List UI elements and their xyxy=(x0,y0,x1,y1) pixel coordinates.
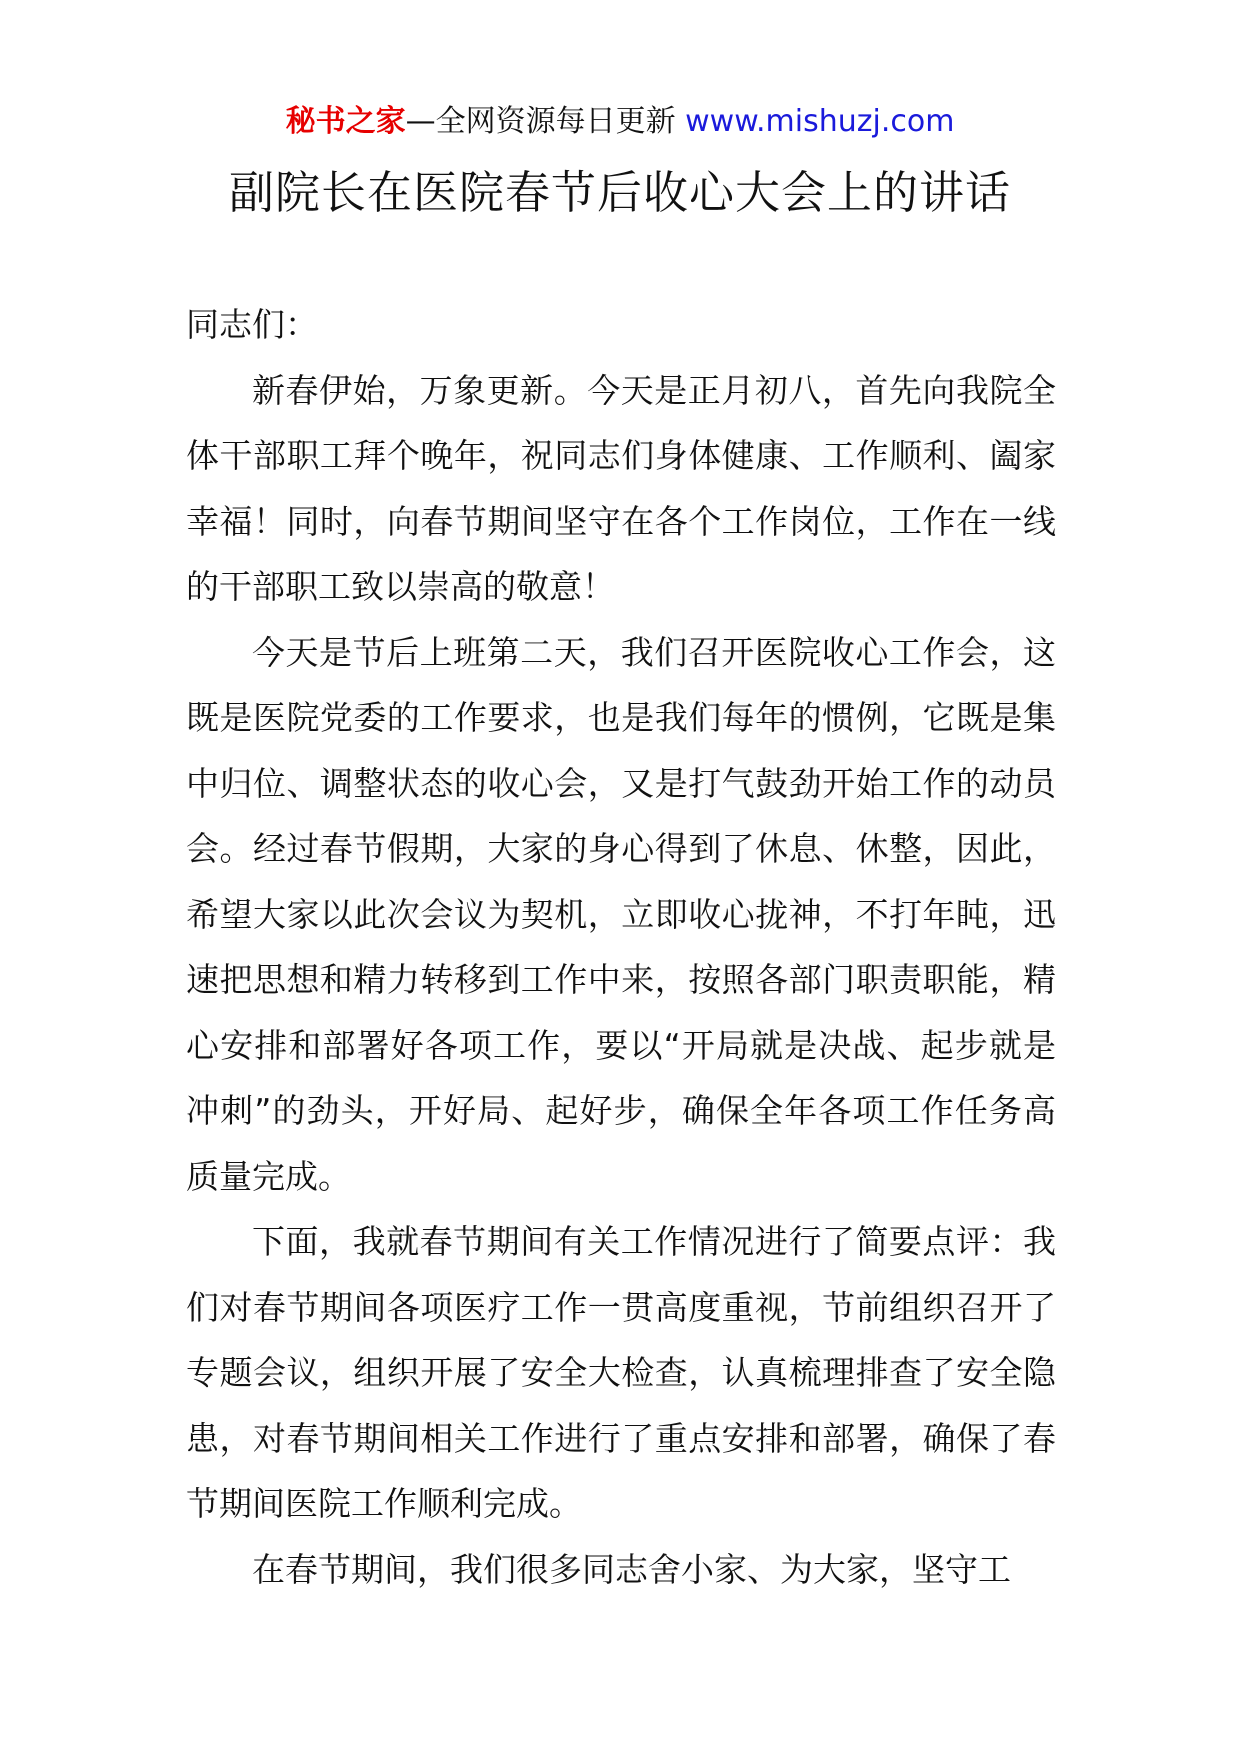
document-body xyxy=(186,292,1056,1602)
paragraph: 今天是节后上班第二天，我们召开医院收心工作会，这既是医院党委的工作要求，也是我们每年的惯例，它既是集中归位、调整状态的收心会，又是打气鼓劲开始工作的动员会。经过春节假期，大家的身心得到了休息、休整，因此，希望大家以此次会议为契机，立即收心拢神，不打年盹，迅速把思想和精力转移到工作中来，按照各部门职责职能，精心安排和部署好各项工作，要以“开局就是决战、起步就是冲刺”的劲头，开好局、起好步，确保全年各项工作任务高质量完成。 xyxy=(186,632,1056,1196)
paragraph: 下面，我就春节期间有关工作情况进行了简要点评：我们对春节期间各项医疗工作一贯高度重视，节前组织召开了专题会议，组织开展了安全大检查，认真梳理排查了安全隐患，对春节期间相关工作进行了重点安排和部署，确保了春节期间医院工作顺利完成。 xyxy=(186,1222,1056,1523)
paragraph: 在春节期间，我们很多同志舍小家、为大家，坚守工 xyxy=(252,1549,1011,1589)
paragraph: 新春伊始，万象更新。今天是正月初八，首先向我院全体干部职工拜个晚年，祝同志们身体健康、工作顺利、阖家幸福！同时，向春节期间坚守在各个工作岗位，工作在一线的干部职工致以崇高的敬意！ xyxy=(186,370,1056,606)
brand-name: 秘书之家 xyxy=(285,104,406,139)
document-title: 副院长在医院春节后收心大会上的讲话 xyxy=(228,166,1011,219)
salutation: 同志们： xyxy=(186,305,318,344)
header-slogan: —全网资源每日更新 xyxy=(405,104,676,139)
site-header xyxy=(0,100,1240,144)
site-url[interactable]: www.mishuzj.com xyxy=(685,104,955,139)
